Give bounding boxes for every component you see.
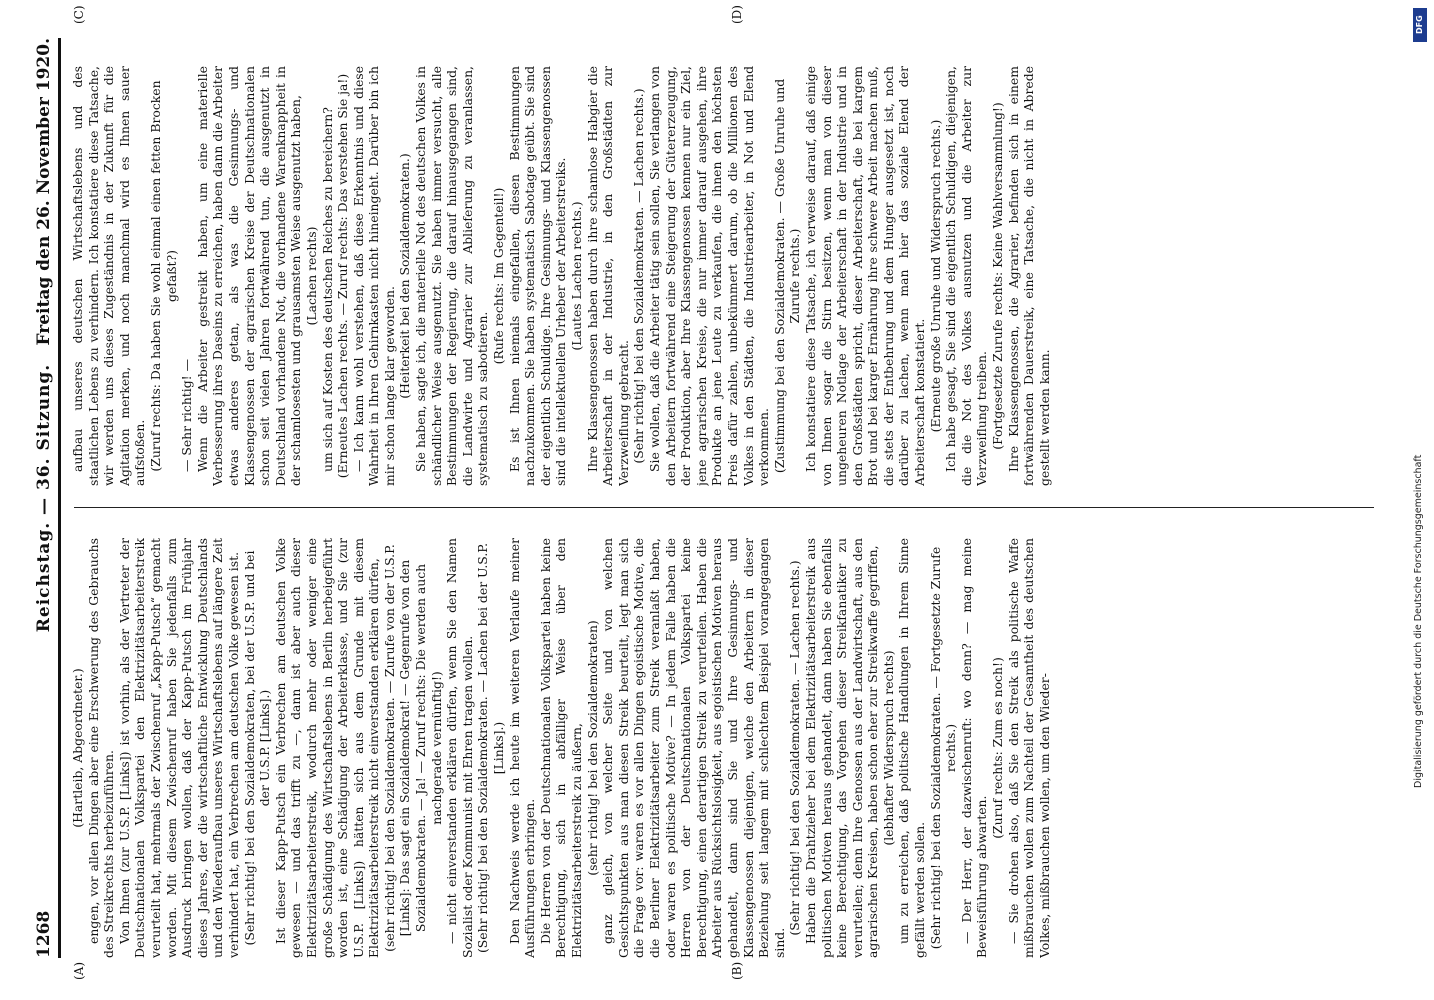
interjection: (Erneute große Unruhe und Widerspruch rechts.) [927,119,943,433]
dfg-logo: DFG [1413,8,1427,42]
margin-marker-a: (A) [72,961,86,980]
paragraph: Sie haben, sagte ich, die materielle Not des deutschen Volkes in schändlicher Weise ausgenutzt. Sie haben immer versucht, alle Bestimmungen der Regierung, die darauf hinausgegangen sind, die Landwirte und Agrarier zur Ablieferung zu veranlassen, systematisch zu sabotieren. [413,66,491,486]
interjection: (Sehr richtig! bei den Sozialdemokraten. — Lachen rechts.) [787,560,803,936]
interjection: (Zuruf rechts: Zum es noch!) [990,657,1006,839]
paragraph: engen, vor allen Dingen aber eine Erschwerung des Gebrauchs des Streikrechts herbeizuführen. [85,538,117,958]
interjection: (Lautes Lachen rechts.) [569,201,584,351]
paragraph: — Sie drohen also, daß Sie den Streik als politische Waffe mißbrauchen wollen zum Nachteil der Gesamtheit des deutschen Volkes, mißbrauchen wollen, um den Wieder- [1005,538,1052,958]
session-title: Reichstag. — 36. Sitzung. [34,363,54,633]
paragraph: Den Nachweis werde ich heute im weiteren Verlaufe meiner Ausführungen erbringen. [506,538,538,958]
interjection: (Lachen rechts) [303,226,319,326]
interjection: (lebhafter Widerspruch rechts) [880,650,896,846]
paragraph: Die Herren von der Deutschnationalen Volkspartei haben keine Berechtigung, sich in abfälliger Weise über den Elektrizitätsarbeiterstreik zu äußern, [537,538,584,958]
paragraph: — Sehr richtig! — [179,359,195,472]
paragraph: um zu erreichen, daß politische Handlungen in Ihrem Sinne gefällt werden sollen. [896,538,928,958]
right-column [70,66,1390,486]
paragraph: Ich habe gesagt, Sie sind die eigentlich Schuldigen, diejenigen, die die Not des Volkes ausnutzen und die Arbeiter zur Verzweiflung treiben. [943,66,990,486]
margin-marker-b: (B) [730,961,744,980]
interjection: (Zuruf rechts: Da haben Sie wohl einmal einen fetten Brocken gefaßt?) [147,80,179,472]
paragraph: Wenn die Arbeiter gestreikt haben, um eine materielle Verbesserung ihres Daseins zu erreichen, haben dann die Arbeiter etwas anderes getan, als was die Gesinnungs- und Klassengenossen der agrarischen Kreise der Deutschnationalen schon seit vielen Jahren fortwährend tun, die ausgenutzt in Deutschland vorhandene Not, die vorhandene Warenknappheit in der schamlosesten und grausamsten Weise ausgenutzt haben, [194,66,304,486]
interjection: (sehr richtig! bei den Sozialdemokraten) [584,620,600,876]
page-number: 1268 [34,910,54,958]
page-header [32,38,61,958]
interjection: (Rufe rechts: Im Gegenteil!) [491,187,507,365]
paragraph: Haben die Drahtzieher bei dem Elektrizitätsarbeiterstreik aus politischen Motiven heraus gehandelt, dann haben Sie ebenfalls keine Berechtigung, das Vorgehen dieser Streikfanatiker zu verurteilen; denn Ihre Genossen aus der Landwirtschaft, aus den agrarischen Kreisen, haben schon eher zur Streikwaffe gegriffen, [802,538,881,958]
paragraph: Ihre Klassengenossen, die Agrarier, befinden sich in einem fortwährenden Dauerstreik, eine Tatsache, die nicht in Abrede gestellt werden kann. [1005,66,1052,486]
paragraph: Von Ihnen (zur U.S.P. [Links]) ist vorhin, als der Vertreter der Deutschnationalen Volkspartei den Elektrizitätsarbeiterstreik verurteilt hat, mehrmals der Zwischenruf „Kapp-Putsch“ gemacht worden. Mit diesem Zwischenruf haben Sie jedenfalls zum Ausdruck bringen wollen, daß der Kapp-Putsch im Frühjahr dieses Jahres, der die wirtschaftliche Entwicklung Deutschlands und den Wiederaufbau unseres Wirtschaftslebens auf längere Zeit verhindert hat, ein Verbrechen am deutschen Volke gewesen ist. [116,538,241,958]
paragraph: Ist dieser Kapp-Putsch ein Verbrechen am deutschen Volke gewesen — und das trifft zu —, dann ist aber auch dieser Elektrizitätsarbeiterstreik, wodurch mehr oder weniger eine große Schädigung des Wirtschaftslebens in Berlin herbeigeführt worden ist, eine Schädigung der Arbeiterklasse, und Sie (zur U.S.P. [Links]) hätten sich aus dem Grunde mit diesem Elektrizitätsarbeiterstreik nicht einverstanden erklären dürfen, [272,538,382,958]
interjection: (Erneutes Lachen rechts. — Zuruf rechts: Das verstehen Sie ja!) [335,73,351,479]
funding-sidebar [1412,8,1428,998]
interjection: (Fortgesetzte Zurufe rechts: Keine Wahlversammlung!) [990,102,1006,450]
paragraph: ganz gleich, von welcher Seite und von welchen Gesichtspunkten aus man diesen Streik beurteilt, legt man sich die Frage vor: waren es vor allen Dingen egoistische Motive, die die Berliner Elektrizitätsarbeiter zum Streik veranlaßt haben, oder waren es politische Motive? — In jedem Falle haben die Herren von der Deutschnationalen Volkspartei keine Berechtigung, einen derartigen Streik zu verurteilen. Haben die Arbeiter aus Rücksichtslosigkeit, aus egoistischen Motiven heraus gehandelt, dann sind Sie und Ihre Gesinnungs- und Klassengenossen diejenigen, welche den Arbeitern in dieser Beziehung seit langem mit schlechtem Beispiel vorangegangen sind. [600,538,787,958]
interjection: (Zustimmung bei den Sozialdemokraten. — Große Unruhe und Zurufe rechts.) [771,78,803,474]
paragraph: Ich konstatiere diese Tatsache, ich verweise darauf, daß einige von Ihnen sogar die Stirn besitzen, wenn man von dieser ungeheuren Notlage der Arbeiterschaft in der Industrie und in den Großstädten spricht, dieser Arbeiterschaft, die bei kargem Brot und bei karger Ernährung ihre schwere Arbeit machen muß, die stets der Entbehrung und dem Hunger ausgesetzt ist, noch darüber zu lachen, wenn man hier das soziale Elend der Arbeiterschaft konstatiert. [802,66,928,486]
paragraph: — nicht einverstanden erklären dürfen, wenn Sie den Namen Sozialist oder Kommunist mit Ehren tragen wollen. [444,538,475,958]
paragraph: — Ich kann wohl verstehen, daß diese Erkenntnis und diese Wahrheit in Ihren Gehirnkasten nicht hineingeht. Darüber bin ich mir schon lange klar geworden. [350,66,397,486]
interjection: (Heiterkeit bei den Sozialdemokraten.) [397,153,413,399]
column-divider [74,507,1374,508]
interjection: (Sehr richtig! bei den Sozialdemokraten. — Lachen rechts.) [631,88,647,464]
interjection: (Sehr richtig! bei den Sozialdemokraten. — Fortgesetzte Zurufe rechts.) [927,546,959,950]
interjection: (Sehr richtig! bei den Sozialdemokraten, bei der U.S.P. und bei der U.S.P. [Links].) [241,550,273,946]
interjection: (sehr richtig! bei den Sozialdemokraten. — Zurufe von der U.S.P. [Links]: Das sagt ein Sozialdemokrat! — Gegenrufe von den Sozialdemokraten. — Ja! — Zuruf rechts: Die werden auch nachgerade vernünftig!) [381,544,444,952]
paragraph: aufbau unseres deutschen Wirtschaftslebens und des staatlichen Lebens zu verhindern. Ich konstatiere diese Tatsache, wir werden uns dieses Zugeständnis in der Zukunft für die Agitation merken, und noch manchmal wird es Ihnen sauer aufstoßen. [70,66,148,486]
margin-marker-c: (C) [72,5,86,24]
paragraph: Sie wollen, daß die Arbeiter tätig sein sollen, Sie verlangen von den Arbeitern fortwährend eine Steigerung der Gütererzeugung, der Produktion, aber Ihre Klassengenossen kennen nur ein Ziel, jene agrarischen Kreise, die nur immer darauf ausgehen, ihre Produkte an jene Leute zu verkaufen, die ihnen den höchsten Preis dafür zahlen, unbekümmert darum, ob die Millionen des Volkes in den Städten, die Industriearbeiter, in Not und Elend verkommen. [646,66,772,486]
left-column [70,538,1390,958]
margin-marker-d: (D) [730,5,744,24]
speaker-line: (Hartleib, Abgeordneter.) [70,668,85,828]
paragraph: — Der Herr, der dazwischenruft: wo denn? — mag meine Beweisführung abwarten. [958,538,990,958]
interjection: (Sehr richtig! bei den Sozialdemokraten. — Lachen bei der U.S.P. [Links].) [475,542,507,954]
session-date: Freitag den 26. November 1920. [34,38,54,346]
funding-note: Digitalisierung gefördert durch die Deutsche Forschungsgemeinschaft [1413,454,1424,788]
paragraph: Es ist Ihnen niemals eingefallen, diesen Bestimmungen nachzukommen. Sie haben systematisch Sabotage geübt. Sie sind der eigentlich Schuldige. Ihre Gesinnungs- und Klassengenossen sind die intellektuellen Urheber der Arbeiterstreiks. [506,66,569,486]
paragraph: Ihre Klassengenossen haben durch ihre schamlose Habgier die Arbeiterschaft in der Industrie, in den Großstädten zur Verzweiflung gebracht. [584,66,631,486]
paragraph: um sich auf Kosten des deutschen Reiches zu bereichern? [319,107,335,472]
